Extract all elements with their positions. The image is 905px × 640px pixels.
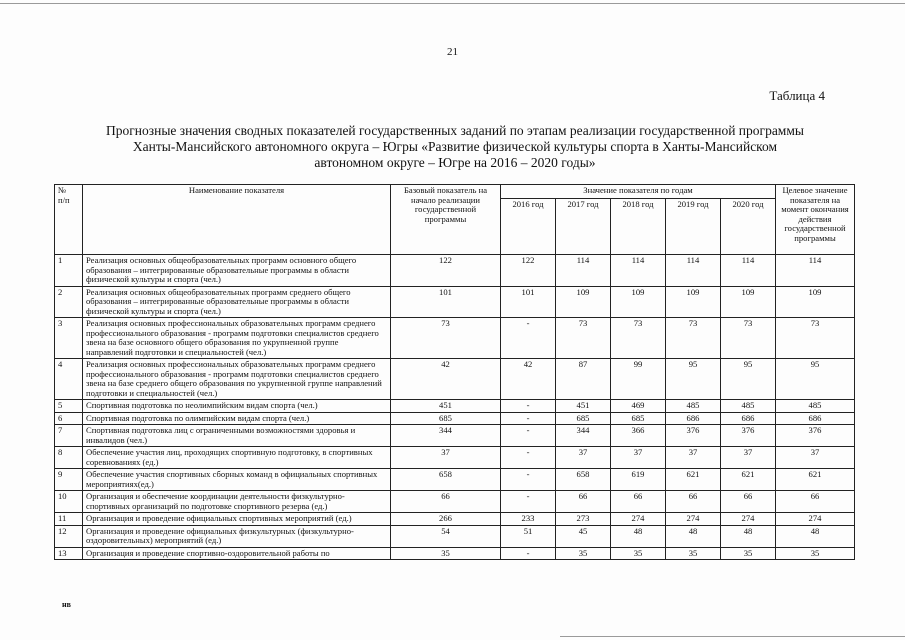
table-label: Таблица 4 [769, 88, 825, 103]
row-value-2020: 621 [721, 469, 776, 491]
row-value-2020: 109 [721, 286, 776, 318]
row-value-2016: 122 [501, 255, 556, 287]
row-base-value: 122 [391, 255, 501, 287]
row-target-value: 376 [776, 425, 855, 447]
row-value-2016: - [501, 491, 556, 513]
row-base-value: 66 [391, 491, 501, 513]
row-value-2020: 274 [721, 513, 776, 526]
row-value-2020: 66 [721, 491, 776, 513]
row-target-value: 73 [776, 318, 855, 359]
row-value-2019: 66 [666, 491, 721, 513]
row-name: Спортивная подготовка лиц с ограниченными возможностями здоровья и инвалидов (чел.) [83, 425, 391, 447]
row-value-2016: - [501, 547, 556, 560]
row-value-2020: 95 [721, 359, 776, 400]
row-target-value: 686 [776, 412, 855, 425]
row-name: Спортивная подготовка по олимпийским видам спорта (чел.) [83, 412, 391, 425]
row-value-2019: 95 [666, 359, 721, 400]
row-value-2017: 451 [556, 400, 611, 413]
row-value-2016: - [501, 400, 556, 413]
row-value-2017: 87 [556, 359, 611, 400]
row-value-2016: - [501, 425, 556, 447]
row-number: 1 [55, 255, 83, 287]
row-value-2016: 42 [501, 359, 556, 400]
row-value-2016: - [501, 412, 556, 425]
row-target-value: 66 [776, 491, 855, 513]
row-value-2017: 109 [556, 286, 611, 318]
table-row [55, 359, 855, 400]
row-number: 10 [55, 491, 83, 513]
title-line-2: Ханты-Мансийского автономного округа – Югры «Развитие физической культуры спорта в Ханты-Мансийском [132, 139, 778, 154]
row-base-value: 344 [391, 425, 501, 447]
row-value-2018: 48 [611, 525, 666, 547]
table-row [55, 513, 855, 526]
row-base-value: 658 [391, 469, 501, 491]
row-value-2018: 35 [611, 547, 666, 560]
row-number: 9 [55, 469, 83, 491]
table-row [55, 412, 855, 425]
header-no: № п/п [55, 185, 83, 255]
row-target-value: 35 [776, 547, 855, 560]
row-number: 8 [55, 447, 83, 469]
document-title [60, 123, 850, 171]
table-row [55, 425, 855, 447]
table-row [55, 525, 855, 547]
row-number: 11 [55, 513, 83, 526]
row-value-2017: 273 [556, 513, 611, 526]
row-name: Обеспечение участия спортивных сборных команд в официальных спортивных мероприятиях(ед.) [83, 469, 391, 491]
table-row [55, 400, 855, 413]
row-number: 13 [55, 547, 83, 560]
header-year-2020: 2020 год [721, 199, 776, 255]
row-base-value: 73 [391, 318, 501, 359]
row-value-2016: 101 [501, 286, 556, 318]
row-value-2016: - [501, 318, 556, 359]
row-number: 4 [55, 359, 83, 400]
row-target-value: 109 [776, 286, 855, 318]
row-value-2019: 109 [666, 286, 721, 318]
scan-edge-top [0, 3, 905, 4]
row-base-value: 37 [391, 447, 501, 469]
row-value-2016: 51 [501, 525, 556, 547]
row-target-value: 114 [776, 255, 855, 287]
row-value-2020: 376 [721, 425, 776, 447]
row-value-2020: 73 [721, 318, 776, 359]
row-target-value: 37 [776, 447, 855, 469]
header-name: Наименование показателя [83, 185, 391, 255]
row-base-value: 685 [391, 412, 501, 425]
header-base: Базовый показатель на начало реализации государственной программы [391, 185, 501, 255]
row-value-2019: 73 [666, 318, 721, 359]
row-value-2018: 366 [611, 425, 666, 447]
row-name: Организация и обеспечение координации деятельности физкультурно-спортивных организаций по подготовке спортивного резерва (ед.) [83, 491, 391, 513]
row-number: 12 [55, 525, 83, 547]
row-name: Организация и проведение официальных спортивных мероприятий (ед.) [83, 513, 391, 526]
row-value-2017: 35 [556, 547, 611, 560]
row-name: Реализация основных профессиональных образовательных программ среднего профессионального образования - программ подготовки специалистов среднего звена на базе среднего общего образования по укрупненной группе направлений подготовки и специальностей (чел.) [83, 359, 391, 400]
header-year-2018: 2018 год [611, 199, 666, 255]
row-name: Реализация основных профессиональных образовательных программ среднего профессионального образования - программ подготовки специалистов среднего звена на базе основного общего образования по укрупненной группе направлений подготовки и специальностей (чел.) [83, 318, 391, 359]
row-base-value: 451 [391, 400, 501, 413]
table-row [55, 255, 855, 287]
row-name: Организация и проведение официальных физкультурных (физкультурно-оздоровительных) мероприятий (ед.) [83, 525, 391, 547]
row-name: Спортивная подготовка по неолимпийским видам спорта (чел.) [83, 400, 391, 413]
header-period: Значение показателя по годам [501, 185, 776, 199]
indicators-table [54, 184, 855, 560]
row-value-2019: 686 [666, 412, 721, 425]
row-value-2017: 37 [556, 447, 611, 469]
table-row [55, 318, 855, 359]
row-name: Организация и проведение спортивно-оздоровительной работы по [83, 547, 391, 560]
row-target-value: 95 [776, 359, 855, 400]
row-value-2017: 114 [556, 255, 611, 287]
table-row [55, 491, 855, 513]
row-value-2019: 35 [666, 547, 721, 560]
row-base-value: 101 [391, 286, 501, 318]
row-value-2017: 73 [556, 318, 611, 359]
row-value-2019: 48 [666, 525, 721, 547]
row-value-2020: 48 [721, 525, 776, 547]
scan-edge-bottom [560, 636, 905, 637]
row-value-2020: 114 [721, 255, 776, 287]
row-value-2020: 686 [721, 412, 776, 425]
header-year-2016: 2016 год [501, 199, 556, 255]
row-value-2019: 621 [666, 469, 721, 491]
row-value-2018: 469 [611, 400, 666, 413]
row-base-value: 42 [391, 359, 501, 400]
header-target: Целевое значение показателя на момент окончания действия государственной программы [776, 185, 855, 255]
title-line-1: Прогнозные значения сводных показателей государственных заданий по этапам реализации государственной программы [106, 123, 804, 138]
row-base-value: 54 [391, 525, 501, 547]
table-row [55, 469, 855, 491]
row-value-2018: 109 [611, 286, 666, 318]
row-value-2019: 114 [666, 255, 721, 287]
row-value-2018: 685 [611, 412, 666, 425]
header-year-2017: 2017 год [556, 199, 611, 255]
row-value-2020: 37 [721, 447, 776, 469]
row-number: 6 [55, 412, 83, 425]
title-line-3: автономном округе – Югре на 2016 – 2020 годы» [314, 155, 596, 170]
row-value-2020: 35 [721, 547, 776, 560]
row-value-2018: 619 [611, 469, 666, 491]
row-name: Обеспечение участия лиц, проходящих спортивную подготовку, в спортивных соревнованиях (ед.) [83, 447, 391, 469]
table-row [55, 547, 855, 560]
row-value-2019: 37 [666, 447, 721, 469]
row-value-2018: 37 [611, 447, 666, 469]
row-value-2017: 658 [556, 469, 611, 491]
row-number: 3 [55, 318, 83, 359]
footer-mark: нв [62, 600, 71, 609]
row-value-2016: - [501, 469, 556, 491]
row-value-2018: 99 [611, 359, 666, 400]
row-value-2018: 73 [611, 318, 666, 359]
row-value-2017: 66 [556, 491, 611, 513]
row-base-value: 35 [391, 547, 501, 560]
table-row [55, 447, 855, 469]
row-number: 7 [55, 425, 83, 447]
row-value-2016: - [501, 447, 556, 469]
row-value-2017: 45 [556, 525, 611, 547]
row-value-2017: 344 [556, 425, 611, 447]
row-target-value: 48 [776, 525, 855, 547]
table-row [55, 286, 855, 318]
page-number: 21 [447, 46, 458, 58]
row-value-2018: 274 [611, 513, 666, 526]
row-value-2016: 233 [501, 513, 556, 526]
row-target-value: 485 [776, 400, 855, 413]
row-target-value: 274 [776, 513, 855, 526]
row-number: 5 [55, 400, 83, 413]
row-name: Реализация основных общеобразовательных программ основного общего образования – интегрированные образовательные программы в области физической культуры и спорта (чел.) [83, 255, 391, 287]
row-value-2018: 114 [611, 255, 666, 287]
row-target-value: 621 [776, 469, 855, 491]
row-value-2019: 274 [666, 513, 721, 526]
row-value-2019: 376 [666, 425, 721, 447]
row-base-value: 266 [391, 513, 501, 526]
row-value-2019: 485 [666, 400, 721, 413]
row-number: 2 [55, 286, 83, 318]
row-name: Реализация основных общеобразовательных программ среднего общего образования – интегрированные образовательные программы в области физической культуры и спорта (чел.) [83, 286, 391, 318]
row-value-2018: 66 [611, 491, 666, 513]
row-value-2017: 685 [556, 412, 611, 425]
header-year-2019: 2019 год [666, 199, 721, 255]
row-value-2020: 485 [721, 400, 776, 413]
table-body [55, 255, 855, 560]
